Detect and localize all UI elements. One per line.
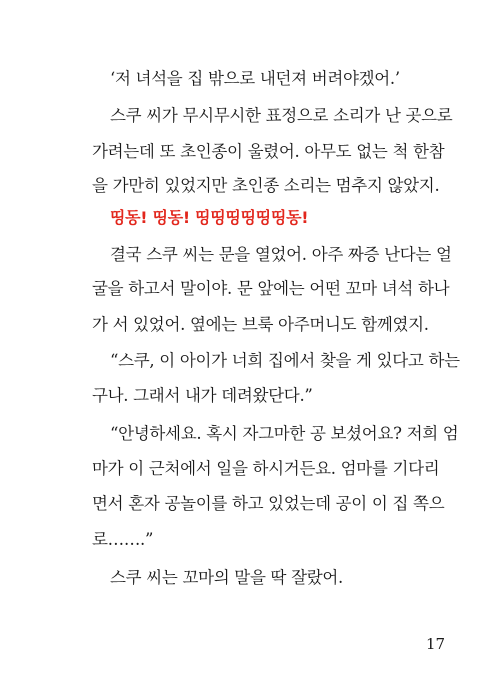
- page-number: 17: [426, 635, 446, 653]
- paragraph-line: 구나. 그래서 내가 데려왔단다.”: [92, 386, 313, 405]
- paragraph-line: “안녕하세요. 혹시 자그마한 공 보셨어요? 저희 엄: [110, 424, 459, 443]
- paragraph-line: 마가 이 근처에서 일을 하시거든요. 엄마를 기다리: [92, 459, 440, 478]
- paragraph-line: 가려는데 또 초인종이 울렸어. 아무도 없는 척 한참: [92, 142, 445, 161]
- paragraph-line: 면서 혼자 공놀이를 하고 있었는데 공이 이 집 쪽으: [92, 494, 445, 513]
- paragraph-line: “스쿠, 이 아이가 너희 집에서 찾을 게 있다고 하는: [110, 351, 460, 370]
- paragraph-line: 결국 스쿠 씨는 문을 열었어. 아주 짜증 난다는 얼: [110, 245, 452, 264]
- paragraph-line: 스쿠 씨가 무시무시한 표정으로 소리가 난 곳으로: [110, 106, 453, 125]
- paragraph-line: 굴을 하고서 말이야. 문 앞에는 어떤 꼬마 녀석 하나: [92, 279, 450, 298]
- paragraph-line: ‘저 녀석을 집 밖으로 내던져 버려야겠어.’: [110, 69, 400, 88]
- doorbell-sound-effect: 띵동! 띵동! 띵띵띵띵띵띵동!: [110, 208, 309, 227]
- paragraph-line: 로…….”: [92, 530, 154, 549]
- paragraph-line: 을 가만히 있었지만 초인종 소리는 멈추지 않았지.: [92, 176, 440, 195]
- paragraph-line: 스쿠 씨는 꼬마의 말을 딱 잘랐어.: [110, 568, 343, 587]
- paragraph-line: 가 서 있었어. 옆에는 브룩 아주머니도 함께였지.: [92, 315, 429, 334]
